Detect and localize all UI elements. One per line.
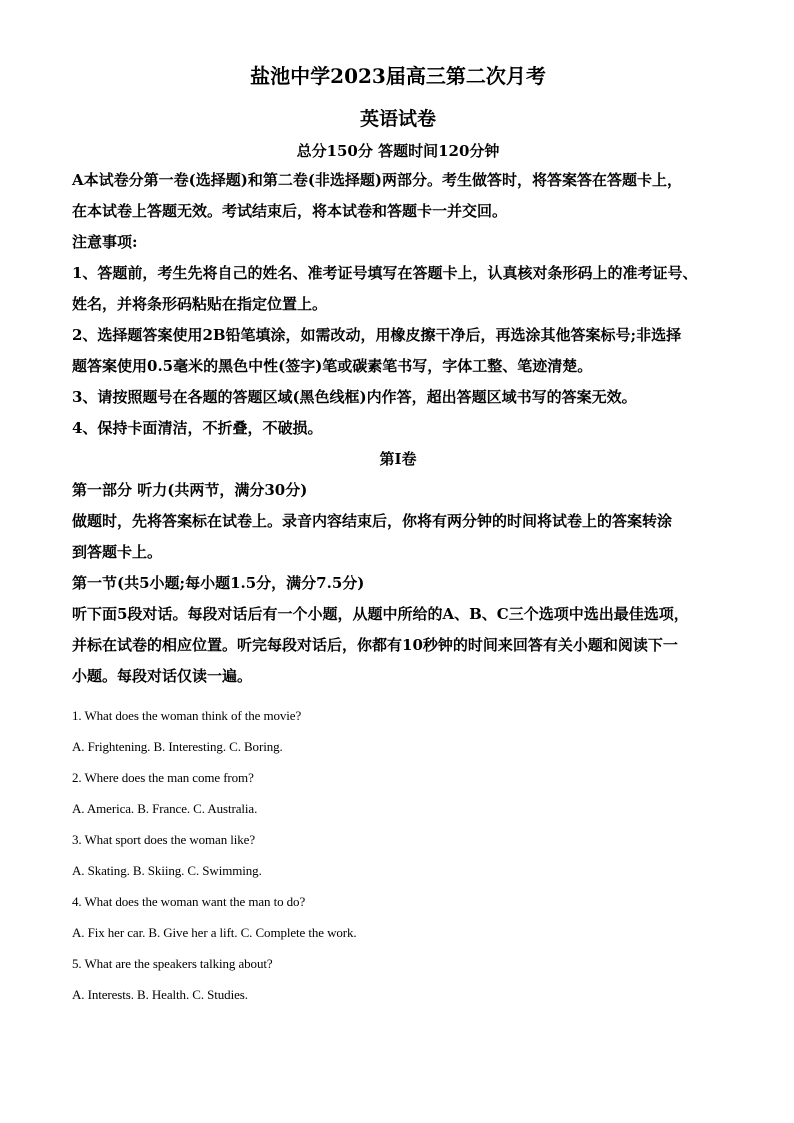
section1-block: [72, 568, 724, 692]
volume-heading: 第I卷: [379, 450, 417, 468]
exam-subject: 英语试卷: [359, 108, 436, 130]
part1-block: [72, 475, 724, 568]
question-text: 4. What does the woman want the man to do?: [72, 894, 306, 909]
notice-block: [72, 227, 724, 444]
notice-heading: 注意事项:: [72, 233, 138, 251]
section1-desc: 并标在试卷的相应位置。听完每段对话后，你都有10秒钟的时间来回答有关小题和阅读下一: [72, 636, 678, 654]
intro-line: A本试卷分第一卷(选择题)和第二卷(非选择题)两部分。考生做答时，将答案答在答题卡上，: [72, 171, 683, 189]
notice-item: 题答案使用0.5毫米的黑色中性(签字)笔或碳素笔书写，字体工整、笔迹清楚。: [72, 357, 593, 375]
notice-item: 3、请按照题号在各题的答题区域(黑色线框)内作答，超出答题区域书写的答案无效。: [72, 388, 637, 406]
notice-item: 1、答题前，考生先将自己的姓名、准考证号填写在答题卡上，认真核对条形码上的准考证号、: [72, 264, 698, 282]
question-text: 3. What sport does the woman like?: [72, 832, 256, 847]
question-list: [72, 700, 724, 1010]
question-text: 5. What are the speakers talking about?: [72, 956, 273, 971]
part1-desc: 做题时，先将答案标在试卷上。录音内容结束后，你将有两分钟的时间将试卷上的答案转涂: [72, 512, 673, 530]
question-options: A. Fix her car. B. Give her a lift. C. Complete the work.: [72, 925, 357, 940]
exam-title: 盐池中学2023届高三第二次月考: [250, 64, 546, 88]
section1-heading: 第一节(共5小题;每小题1.5分，满分7.5分): [72, 574, 365, 592]
question-options: A. America. B. France. C. Australia.: [72, 801, 258, 816]
intro-line: 在本试卷上答题无效。考试结束后，将本试卷和答题卡一并交回。: [72, 202, 508, 220]
exam-page: [72, 62, 724, 1010]
exam-meta: 总分150分 答题时间120分钟: [296, 142, 500, 160]
question-options: A. Interests. B. Health. C. Studies.: [72, 987, 248, 1002]
question-options: A. Skating. B. Skiing. C. Swimming.: [72, 863, 262, 878]
notice-item: 4、保持卡面清洁，不折叠，不破损。: [72, 419, 323, 437]
question-text: 1. What does the woman think of the movie?: [72, 708, 302, 723]
part1-desc: 到答题卡上。: [72, 543, 163, 561]
intro-block: [72, 165, 724, 227]
notice-item: 2、选择题答案使用2B铅笔填涂，如需改动，用橡皮擦干净后，再选涂其他答案标号;非选择: [72, 326, 682, 344]
section1-desc: 听下面5段对话。每段对话后有一个小题，从题中所给的A、B、C三个选项中选出最佳选项，: [72, 605, 689, 623]
question-text: 2. Where does the man come from?: [72, 770, 254, 785]
part1-heading: 第一部分 听力(共两节，满分30分): [72, 481, 308, 499]
question-options: A. Frightening. B. Interesting. C. Boring.: [72, 739, 283, 754]
section1-desc: 小题。每段对话仅读一遍。: [72, 667, 253, 685]
notice-item: 姓名，并将条形码粘贴在指定位置上。: [72, 295, 328, 313]
